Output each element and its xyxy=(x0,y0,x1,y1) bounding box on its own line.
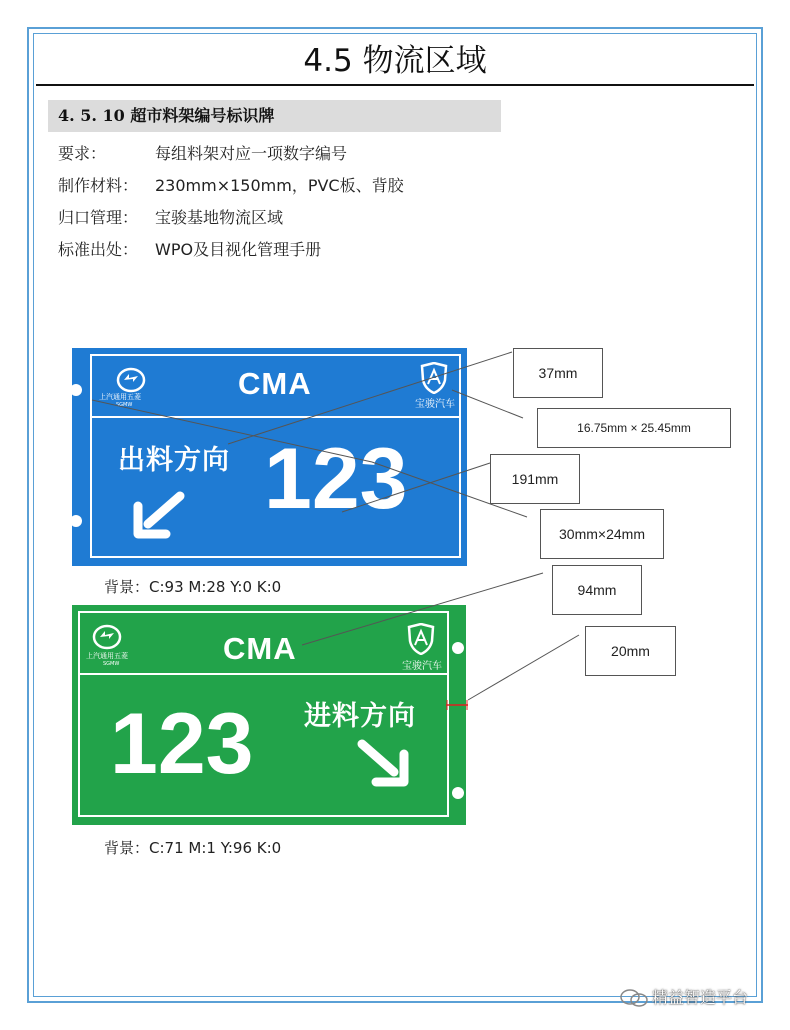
info-label: 标准出处： xyxy=(58,240,139,259)
info-label: 归口管理： xyxy=(58,208,139,227)
callout-code-text: 94mm xyxy=(552,565,642,615)
brand-right-text: 宝骏汽车 xyxy=(402,661,442,672)
background-value: C:71 M:1 Y:96 K:0 xyxy=(149,839,282,857)
sgmw-logo-icon xyxy=(92,623,122,651)
arrow-down-right-icon xyxy=(352,738,414,790)
title-divider xyxy=(36,84,754,86)
sign-inbound-green xyxy=(72,605,466,825)
brand-right-text: 宝骏汽车 xyxy=(415,399,455,410)
mount-hole xyxy=(452,642,464,654)
brand-left-text: 上汽通用五菱 xyxy=(86,652,128,660)
background-value: C:93 M:28 Y:0 K:0 xyxy=(149,578,282,596)
background-label: 背景： xyxy=(104,839,150,857)
callout-direction-text: 30mm×24mm xyxy=(540,509,664,559)
mount-hole xyxy=(70,515,82,527)
callout-number-height: 191mm xyxy=(490,454,580,504)
info-value: 宝骏基地物流区域 xyxy=(155,208,284,227)
brand-left-sub: SGMW xyxy=(103,661,120,667)
info-row-material xyxy=(58,174,404,198)
mount-hole xyxy=(70,384,82,396)
info-label: 制作材料： xyxy=(58,176,139,195)
callout-top-band: 37mm xyxy=(513,348,603,398)
info-value: 230mm×150mm，PVC板、背胶 xyxy=(155,176,404,195)
callout-logo-size: 16.75mm × 25.45mm xyxy=(537,408,731,448)
wechat-icon xyxy=(619,989,649,1007)
baojun-logo-icon xyxy=(419,362,449,394)
info-row-source xyxy=(58,238,321,262)
direction-label: 进料方向 xyxy=(304,701,416,732)
rack-number: 123 xyxy=(110,696,254,792)
watermark-text: 精益智造平台 xyxy=(652,988,749,1007)
sgmw-logo-icon xyxy=(116,366,146,394)
brand-left-sub: SGMW xyxy=(116,402,133,408)
info-row-management xyxy=(58,206,283,230)
info-label: 要求： xyxy=(58,144,107,163)
rack-number: 123 xyxy=(264,431,408,527)
direction-label: 出料方向 xyxy=(118,445,230,476)
background-caption-blue xyxy=(104,576,281,597)
background-label: 背景： xyxy=(104,578,150,596)
info-row-requirement xyxy=(58,142,347,166)
callout-edge: 20mm xyxy=(585,626,676,676)
section-heading: 4. 5. 10 超市料架编号标识牌 xyxy=(48,100,501,132)
mount-hole xyxy=(452,787,464,799)
sign-code: CMA xyxy=(238,366,312,401)
info-value: 每组料架对应一项数字编号 xyxy=(155,144,348,163)
sign-code: CMA xyxy=(223,631,297,666)
baojun-logo-icon xyxy=(406,623,436,655)
info-value: WPO及目视化管理手册 xyxy=(155,240,322,259)
arrow-down-left-icon xyxy=(130,490,190,540)
brand-left-text: 上汽通用五菱 xyxy=(99,393,141,401)
page-title: 4.5 物流区域 xyxy=(303,43,487,79)
background-caption-green xyxy=(104,837,281,858)
sign-outbound-blue xyxy=(72,348,467,566)
